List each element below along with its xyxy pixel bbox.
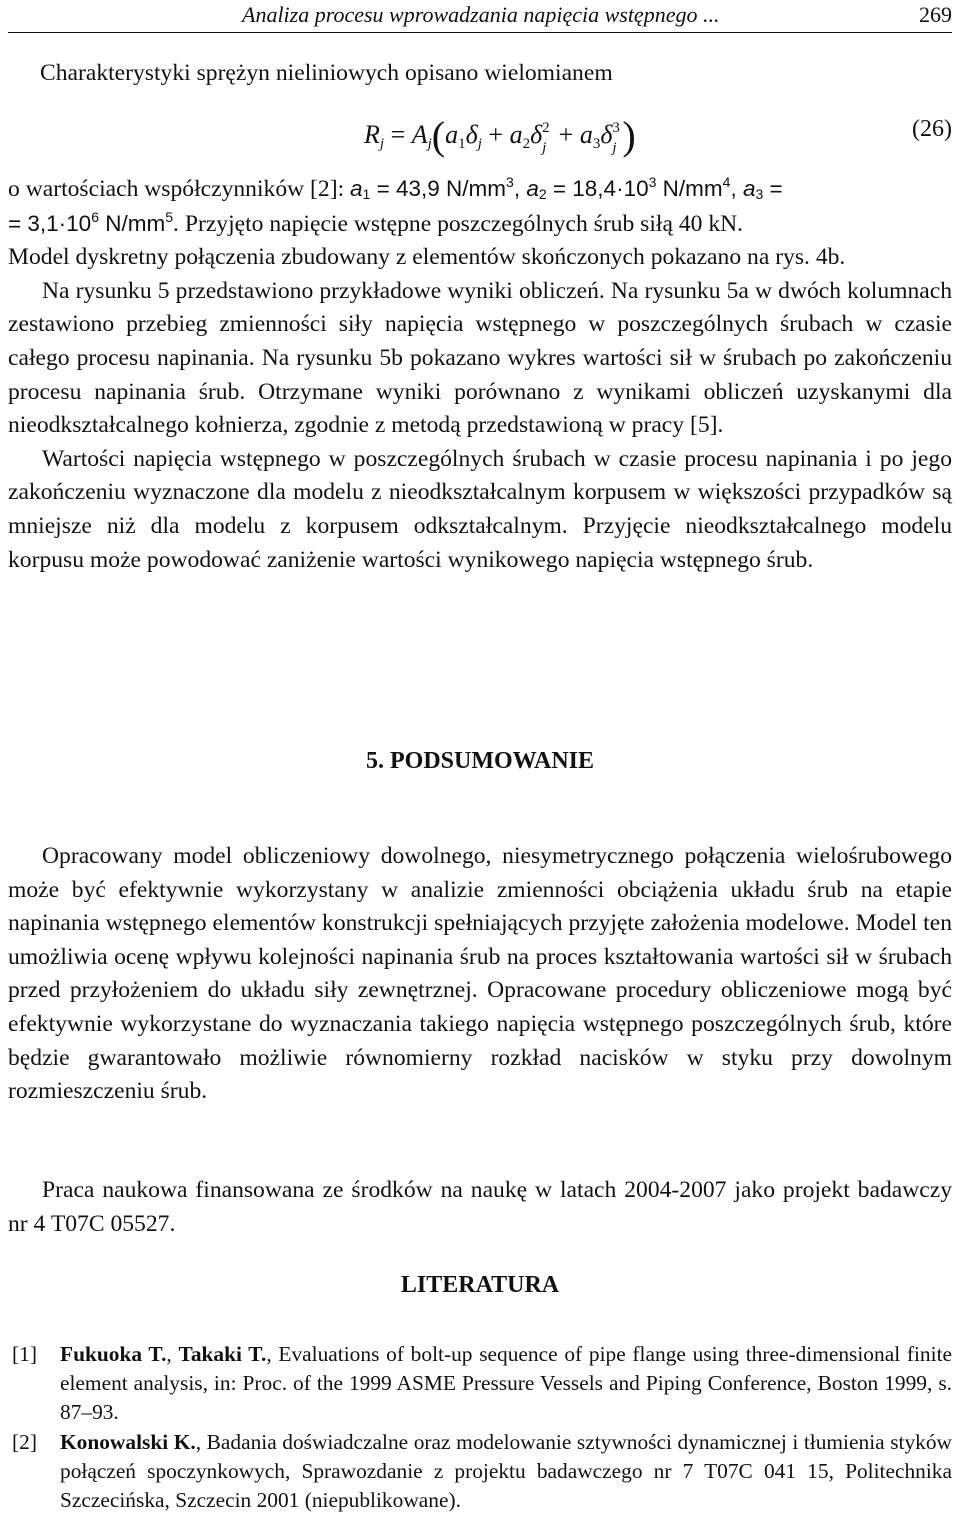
body-block-1 xyxy=(8,172,952,577)
model-sentence: Model dyskretny połączenia zbudowany z elementów skończonych pokazano na rys. 4b. xyxy=(8,244,846,271)
reference-number: [1] xyxy=(12,1342,37,1366)
reference-number: [2] xyxy=(12,1430,37,1454)
page-number: 269 xyxy=(919,2,952,27)
header-rule xyxy=(8,32,952,33)
coefficients-paragraph: o wartościach współczynników [2]: $a_1 = 43,9$ $N/mm^3$, $a_2 = 18,4\cdot 10^3$ $N/mm^4$, $a_3$ = = $3,1\cdot 10^6$ $N/mm^5$. Przyjęto napięcie wstępne poszczególnych śrub siłą 40 kN. Model dyskretny połączenia zbudowany z elementów skończonych pokazano na rys. 4b. xyxy=(8,172,952,275)
equation-number: (26) xyxy=(912,116,952,142)
body-block-2 xyxy=(8,840,952,1109)
equation-formula: $R_j = A_j(a_1\delta_j + a_2\delta$ 2 j + $a_3\delta$ 3 j ) xyxy=(364,113,636,158)
reference-list xyxy=(8,1340,952,1516)
running-header xyxy=(8,2,952,30)
section-heading-literature: LITERATURA xyxy=(400,1272,560,1298)
paragraph-summary: Opracowany model obliczeniowy dowolnego, niesymetrycznego połączenia wielośrubowego może być efektywnie wykorzystany w analizie zmienności obciążenia układu śrub na etapie napinania wstępnego elementów konstrukcji spełniających przyjęte założenia modelowe. Model ten umożliwia ocenę wpływu kolejności napinania śrub na proces kształtowania wartości sił w śrubach przed przyłożeniem do układu siły zewnętrznej. Opracowane procedury obliczeniowe mogą być efektywnie wykorzystane do wyznaczania takiego napięcia wstępnego poszczególnych śrub, które będzie gwarantowało możliwie równomierny rozkład nacisków w styku przy dowolnym rozmieszczeniu śrub. xyxy=(8,843,952,1105)
paragraph-comparison: Wartości napięcia wstępnego w poszczególnych śrubach w czasie procesu napinania i po jego zakończeniu wyznaczone dla modelu z nieodkształcalnym korpusem w większości przypadków są mniejsze niż dla modelu z korpusem odkształcalnym. Przyjęcie nieodkształcalnego modelu korpusu może powodować zaniżenie wartości wynikowego napięcia wstępnego śrub. xyxy=(8,445,952,573)
reference-item: [1] Fukuoka T., Takaki T., Evaluations of bolt-up sequence of pipe flange using three-dimensional finite element analysis, in: Proc. of the 1999 ASME Pressure Vessels and Piping Conference, Boston 1999, s. 87–93. xyxy=(12,1342,953,1424)
reference-item: [2] Konowalski K., Badania doświadczalne oraz modelowanie sztywności dynamicznej i tłumienia styków połączeń spoczynkowych, Sprawozdanie z projektu badawczego nr 7 T07C 041 15, Politechnika Szczecińska, Szczecin 2001 (niepublikowane). xyxy=(12,1430,952,1512)
paragraph-results: Na rysunku 5 przedstawiono przykładowe wyniki obliczeń. Na rysunku 5a w dwóch kolumnach zestawiono przebieg zmienności siły napięcia wstępnego w poszczególnych śrubach w czasie całego procesu napinania. Na rysunku 5b pokazano wykres wartości sił w śrubach po zakończeniu procesu napinania śrub. Otrzymane wyniki porównano z wynikami obliczeń uzyskanymi dla nieodkształcalnego kołnierza, zgodnie z metodą przedstawioną w pracy [5]. xyxy=(8,277,952,439)
section-heading-summary: 5. PODSUMOWANIE xyxy=(365,748,594,774)
intro-line: Charakterystyki sprężyn nieliniowych opisano wielomianem xyxy=(40,60,613,86)
paragraph-funding: Praca naukowa finansowana ze środków na naukę w latach 2004-2007 jako projekt badawczy nr 4 T07C 05527. xyxy=(8,1177,952,1237)
running-title: Analiza procesu wprowadzania napięcia wstępnego ... xyxy=(242,2,720,27)
equation-26 xyxy=(8,108,952,158)
body-block-3 xyxy=(8,1174,952,1241)
